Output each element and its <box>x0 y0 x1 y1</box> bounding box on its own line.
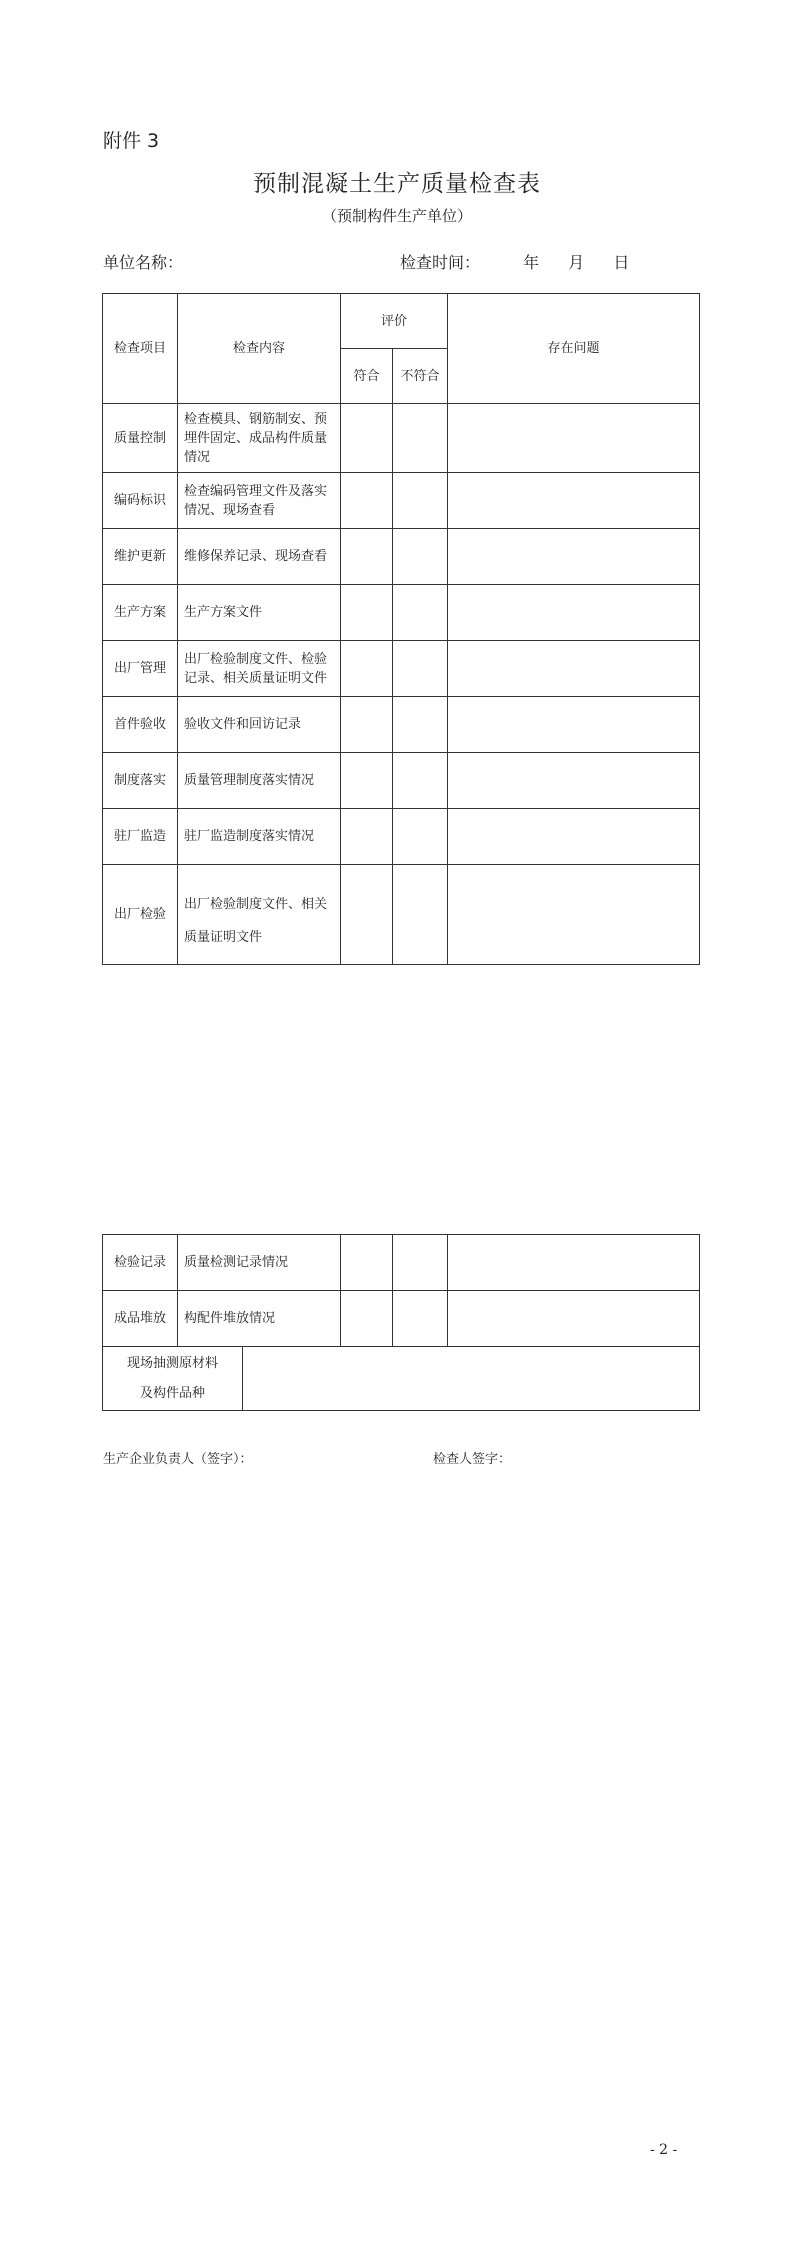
row-item: 出厂管理 <box>103 641 178 697</box>
issues-cell[interactable] <box>448 641 700 697</box>
row-content: 检查编码管理文件及落实情况、现场查看 <box>178 473 341 529</box>
row-content: 生产方案文件 <box>178 585 341 641</box>
row-item: 质量控制 <box>103 404 178 473</box>
row-content: 验收文件和回访记录 <box>178 697 341 753</box>
nonconform-cell[interactable] <box>393 404 448 473</box>
row-item: 成品堆放 <box>103 1291 178 1347</box>
issues-cell[interactable] <box>448 585 700 641</box>
sampling-table <box>102 1346 700 1411</box>
table-row <box>103 1291 700 1347</box>
date-day-label: 日 <box>613 253 630 272</box>
conform-cell[interactable] <box>341 865 393 965</box>
sampling-label-line-2: 及构件品种 <box>139 1385 205 1401</box>
page-subtitle: （预制构件生产单位） <box>321 207 472 225</box>
conform-cell[interactable] <box>341 753 393 809</box>
issues-cell[interactable] <box>448 753 700 809</box>
page-title: 预制混凝土生产质量检查表 <box>253 171 541 197</box>
inspection-table <box>102 293 700 965</box>
row-item: 制度落实 <box>103 753 178 809</box>
issues-cell[interactable] <box>448 1235 700 1291</box>
table-row <box>103 697 700 753</box>
date-month-label: 月 <box>568 253 585 272</box>
check-time-label: 检查时间： <box>400 253 481 272</box>
conform-cell[interactable] <box>341 1291 393 1347</box>
sampling-label-cell <box>103 1347 243 1411</box>
conform-cell[interactable] <box>341 473 393 529</box>
nonconform-cell[interactable] <box>393 529 448 585</box>
row-content-line-1: 出厂检验制度文件、相关 <box>184 896 328 912</box>
check-time-field <box>400 250 629 273</box>
issues-cell[interactable] <box>448 473 700 529</box>
row-content: 质量检测记录情况 <box>178 1235 341 1291</box>
conform-cell[interactable] <box>341 809 393 865</box>
nonconform-cell[interactable] <box>393 865 448 965</box>
nonconform-cell[interactable] <box>393 641 448 697</box>
header-nonconform: 不符合 <box>393 349 448 404</box>
table-row <box>103 1235 700 1291</box>
conform-cell[interactable] <box>341 1235 393 1291</box>
header-issues: 存在问题 <box>448 294 700 404</box>
table-row <box>103 529 700 585</box>
unit-name-label: 单位名称： <box>103 253 184 272</box>
table-row <box>103 1347 700 1411</box>
nonconform-cell[interactable] <box>393 697 448 753</box>
inspection-table-continued <box>102 1234 700 1347</box>
attachment-label: 附件 3 <box>103 130 160 152</box>
conform-cell[interactable] <box>341 697 393 753</box>
sampling-label-line-1: 现场抽测原材料 <box>126 1355 218 1371</box>
nonconform-cell[interactable] <box>393 753 448 809</box>
sampling-value-cell[interactable] <box>243 1347 700 1411</box>
row-item: 驻厂监造 <box>103 809 178 865</box>
header-content: 检查内容 <box>178 294 341 404</box>
nonconform-cell[interactable] <box>393 585 448 641</box>
row-content: 构配件堆放情况 <box>178 1291 341 1347</box>
row-content: 检查模具、钢筋制安、预埋件固定、成品构件质量情况 <box>178 404 341 473</box>
nonconform-cell[interactable] <box>393 1235 448 1291</box>
issues-cell[interactable] <box>448 865 700 965</box>
issues-cell[interactable] <box>448 404 700 473</box>
table-row <box>103 809 700 865</box>
table-row <box>103 473 700 529</box>
row-content: 质量管理制度落实情况 <box>178 753 341 809</box>
issues-cell[interactable] <box>448 529 700 585</box>
page-number: - 2 - <box>650 2142 678 2158</box>
row-item: 维护更新 <box>103 529 178 585</box>
nonconform-cell[interactable] <box>393 473 448 529</box>
row-content: 维修保养记录、现场查看 <box>178 529 341 585</box>
header-item: 检查项目 <box>103 294 178 404</box>
table-row <box>103 753 700 809</box>
table-row <box>103 641 700 697</box>
date-year-label: 年 <box>523 253 540 272</box>
conform-cell[interactable] <box>341 585 393 641</box>
producer-signature-label: 生产企业负责人（签字）： <box>103 1452 253 1467</box>
table-row <box>103 585 700 641</box>
row-content: 驻厂监造制度落实情况 <box>178 809 341 865</box>
conform-cell[interactable] <box>341 529 393 585</box>
row-item: 首件验收 <box>103 697 178 753</box>
row-content: 出厂检验制度文件、检验记录、相关质量证明文件 <box>178 641 341 697</box>
table-row <box>103 404 700 473</box>
table-row <box>103 865 700 965</box>
conform-cell[interactable] <box>341 404 393 473</box>
row-item: 检验记录 <box>103 1235 178 1291</box>
row-item: 出厂检验 <box>103 865 178 965</box>
inspector-signature-label: 检查人签字： <box>433 1452 512 1467</box>
row-item: 生产方案 <box>103 585 178 641</box>
issues-cell[interactable] <box>448 1291 700 1347</box>
issues-cell[interactable] <box>448 697 700 753</box>
issues-cell[interactable] <box>448 809 700 865</box>
row-item: 编码标识 <box>103 473 178 529</box>
conform-cell[interactable] <box>341 641 393 697</box>
nonconform-cell[interactable] <box>393 809 448 865</box>
row-content-line-2: 质量证明文件 <box>184 929 263 945</box>
nonconform-cell[interactable] <box>393 1291 448 1347</box>
row-content <box>178 865 341 965</box>
header-evaluation: 评价 <box>341 294 448 349</box>
header-conform: 符合 <box>341 349 393 404</box>
